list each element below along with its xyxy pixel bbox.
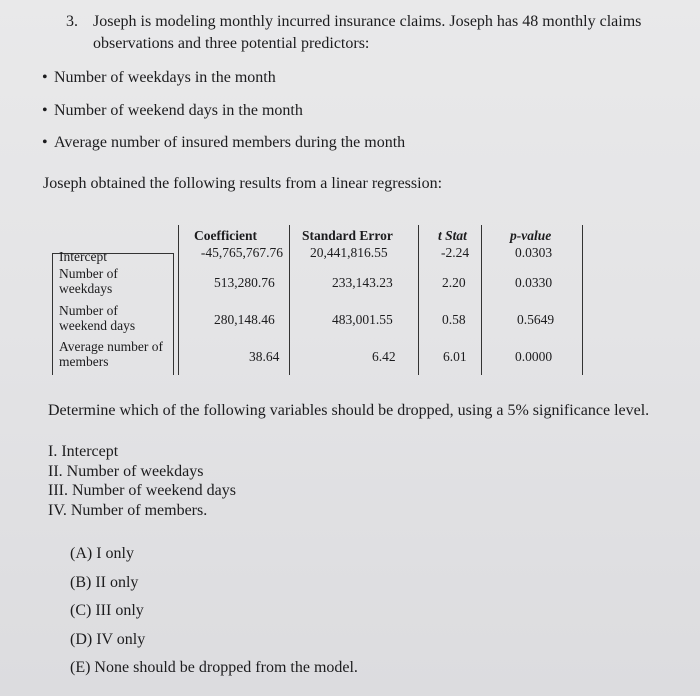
variable-list	[48, 442, 236, 520]
t-weekdays: 2.20	[442, 275, 466, 290]
table-border	[52, 253, 53, 375]
table-border	[418, 225, 419, 375]
question-number: 3.	[66, 13, 78, 30]
header-std-error: Standard Error	[302, 228, 393, 243]
p-weekend-days: 0.5649	[517, 312, 555, 327]
table-border	[178, 225, 179, 375]
predictor-item: • Number of weekdays in the month	[42, 69, 276, 86]
t-intercept: -2.24	[441, 245, 470, 260]
table-border	[582, 225, 583, 375]
table-border	[289, 225, 290, 375]
se-intercept: 20,441,816.55	[310, 245, 388, 260]
choice-c[interactable]: (C) III only	[70, 602, 144, 619]
se-members: 6.42	[372, 349, 396, 364]
bullet-icon: •	[42, 102, 48, 119]
row-label-weekend-days: Number of weekend days	[59, 303, 136, 333]
header-p-value: p-value	[510, 228, 552, 243]
t-members: 6.01	[443, 349, 467, 364]
predictor-item: • Number of weekend days in the month	[42, 102, 303, 119]
row-label-weekdays: Number of weekdays	[59, 266, 118, 296]
list-item: II. Number of weekdays	[48, 462, 204, 480]
list-item: I. Intercept	[48, 443, 119, 460]
header-t-stat: t Stat	[438, 228, 467, 243]
se-weekdays: 233,143.23	[332, 275, 393, 290]
choice-e[interactable]: (E) None should be dropped from the model.	[70, 659, 358, 676]
question-text-line-2: observations and three potential predictors:	[93, 35, 370, 52]
coef-weekend-days: 280,148.46	[214, 312, 275, 327]
table-border	[481, 225, 482, 375]
bullet-icon: •	[42, 134, 48, 151]
p-members: 0.0000	[515, 349, 553, 364]
list-item: IV. Number of members.	[48, 501, 208, 519]
coef-weekdays: 513,280.76	[214, 275, 275, 290]
choice-b[interactable]: (B) II only	[70, 573, 139, 591]
choice-d[interactable]: (D) IV only	[70, 630, 146, 648]
row-label-intercept: Intercept	[59, 249, 107, 264]
predictor-item: • Average number of insured members during the month	[42, 134, 406, 151]
row-label-members: Average number of members	[59, 339, 163, 369]
header-coefficient: Coefficient	[194, 228, 257, 243]
p-intercept: 0.0303	[515, 245, 553, 260]
se-weekend-days: 483,001.55	[332, 312, 393, 327]
coef-members: 38.64	[249, 349, 280, 364]
bullet-icon: •	[42, 69, 48, 86]
question-text-line-1: Joseph is modeling monthly incurred insurance claims. Joseph has 48 monthly claims	[93, 13, 642, 30]
regression-intro: Joseph obtained the following results from a linear regression:	[43, 175, 443, 192]
list-item: III. Number of weekend days	[48, 482, 236, 499]
choice-a[interactable]: (A) I only	[70, 545, 134, 562]
answer-choices	[70, 540, 358, 683]
question-prompt: Determine which of the following variables should be dropped, using a 5% significance level.	[48, 402, 650, 419]
t-weekend-days: 0.58	[442, 312, 466, 327]
table-border	[173, 253, 174, 375]
coef-intercept: -45,765,767.76	[200, 245, 283, 260]
p-weekdays: 0.0330	[515, 275, 553, 290]
